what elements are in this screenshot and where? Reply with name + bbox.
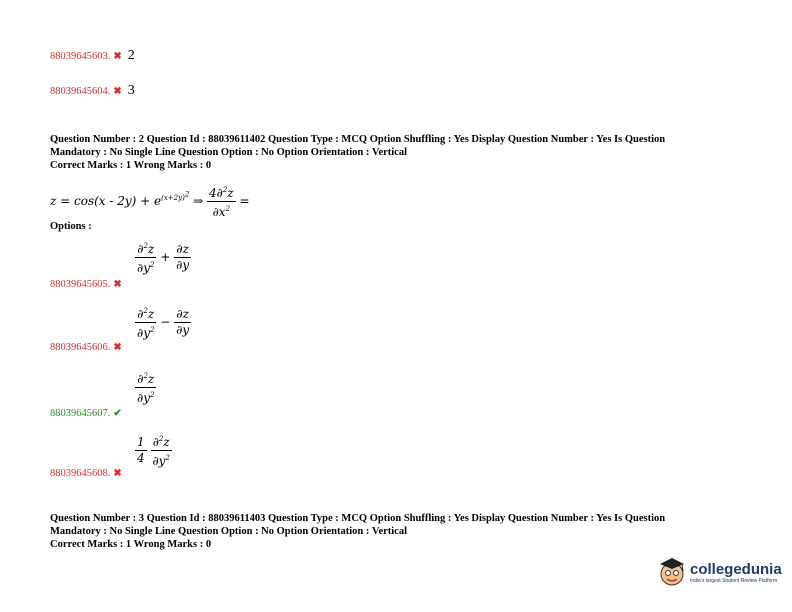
meta-line: Mandatory : No Single Line Question Option : No Option Orientation : Vertical [50,147,408,158]
options-label: Options : [50,221,92,232]
check-icon: ✔ [113,408,122,419]
option-row [50,81,135,99]
option-id: 88039645605. [50,279,111,290]
question-3-meta [50,512,750,551]
option-formula: $\frac{1}{4}$ $\frac{\partial^2z}{\partial y^2}$ [137,435,170,468]
wrong-icon: ✖ [113,342,122,353]
option-id: 88039645607. [50,408,111,419]
wrong-icon: ✖ [113,86,122,97]
option-row[interactable] [50,403,122,421]
mascot-icon [657,556,687,588]
option-row[interactable] [50,337,122,355]
option-id: 88039645603. [50,51,111,62]
logo-tagline: India's largest Student Review Platform [690,577,778,584]
option-formula: $\frac{\partial^2z}{\partial y^2}$ + $\frac{\partial z}{\partial y}$ [137,242,190,275]
question-2-meta [50,133,750,172]
option-value: 2 [127,48,135,63]
option-row [50,46,135,64]
option-row[interactable] [50,463,122,481]
option-id: 88039645608. [50,468,111,479]
logo-name: collegedunia [690,560,782,578]
marks-line: Correct Marks : 1 Wrong Marks : 0 [50,160,212,171]
marks-line: Correct Marks : 1 Wrong Marks : 0 [50,539,212,550]
meta-line: Question Number : 3 Question Id : 88039611403 Question Type : MCQ Option Shuffling : Yes Display Question Number : Yes Is Question [50,513,666,524]
meta-line: Mandatory : No Single Line Question Option : No Option Orientation : Vertical [50,526,408,537]
collegedunia-logo [657,556,782,588]
option-id: 88039645604. [50,86,111,97]
wrong-icon: ✖ [113,51,122,62]
option-row[interactable] [50,274,122,292]
option-value: 3 [127,83,135,98]
question-2-equation: $z = \cos(x - 2y) + e^{(x+2y)^2}$ ⇒ $\frac{4\partial^2z}{\partial x^2}$ = [50,186,250,219]
option-formula: $\frac{\partial^2z}{\partial y^2}$ − $\frac{\partial z}{\partial y}$ [137,307,190,340]
option-formula: $\frac{\partial^2z}{\partial y^2}$ [137,372,155,405]
wrong-icon: ✖ [113,279,122,290]
wrong-icon: ✖ [113,468,122,479]
option-id: 88039645606. [50,342,111,353]
meta-line: Question Number : 2 Question Id : 88039611402 Question Type : MCQ Option Shuffling : Yes Display Question Number : Yes Is Question [50,134,666,145]
